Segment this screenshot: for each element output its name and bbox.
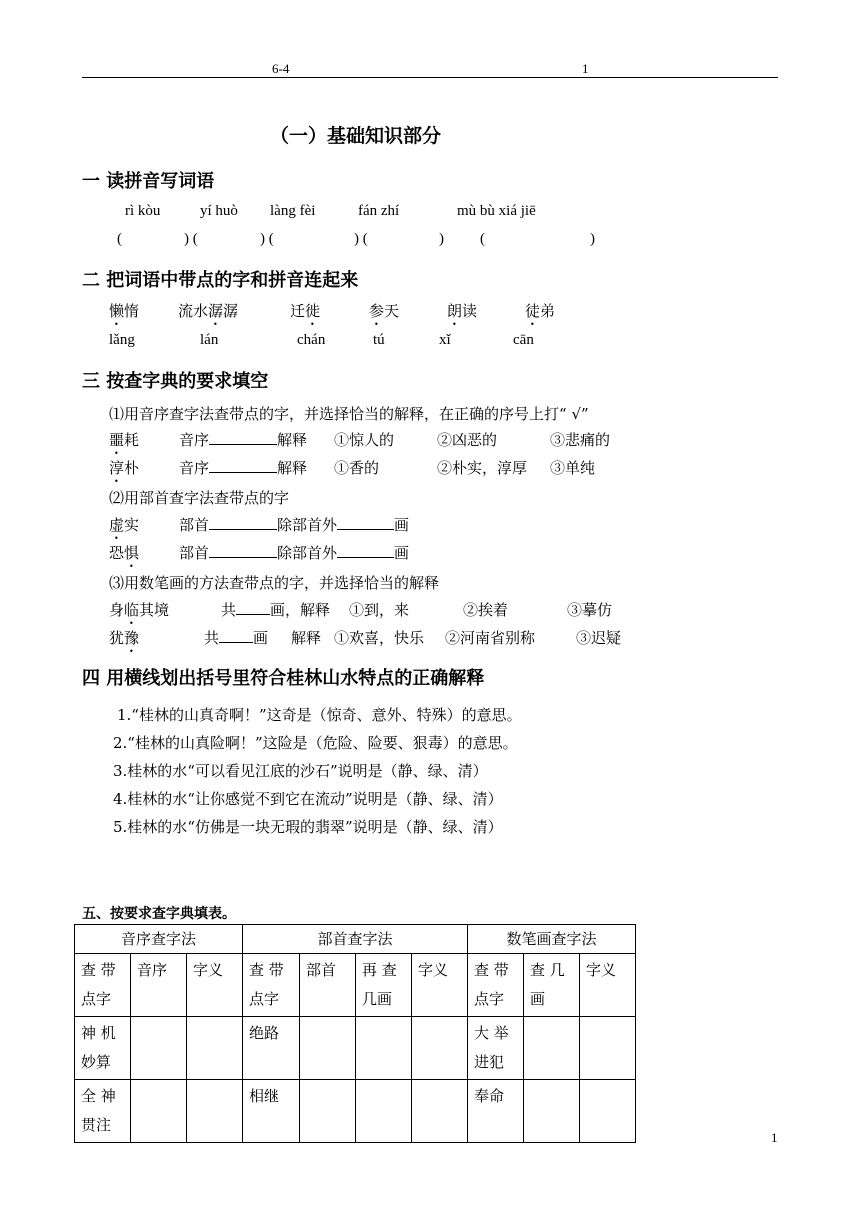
answer-blank[interactable] [337, 515, 394, 530]
match-pinyin-6: cān [513, 332, 534, 348]
bracket-close-5: ) [590, 231, 595, 247]
column-header: 音序 [131, 954, 187, 1017]
table-cell-input[interactable] [131, 1080, 187, 1143]
column-header: 查 几 画 [524, 954, 580, 1017]
q3-row-2-opt-2[interactable]: ②河南省别称 [445, 629, 536, 647]
table-cell-input[interactable] [187, 1017, 243, 1080]
bracket-open-5: ( [480, 231, 485, 247]
s4-item-5: 5.桂林的水“仿佛是一块无瑕的翡翠”说明是（静、绿、清） [113, 818, 503, 836]
pinyin-1: rì kòu [125, 203, 161, 219]
section-3-heading: 三 按查字典的要求填空 [82, 371, 269, 392]
table-cell-input[interactable] [356, 1080, 412, 1143]
table-row [75, 1080, 636, 1143]
q3-row-1-opt-3[interactable]: ③摹仿 [567, 601, 613, 619]
match-pinyin-2: lán [200, 332, 219, 348]
q3-row-1-fill: 共 画，解释 [221, 601, 331, 619]
q2-instruction: ⑵用部首查字法查带点的字 [109, 489, 290, 507]
q2-row-1: 虚实 [109, 516, 140, 534]
s4-item-3: 3.桂林的水“可以看见江底的沙石”说明是（静、绿、清） [113, 762, 488, 780]
q3-instruction: ⑶用数笔画的方法查带点的字，并选择恰当的解释 [109, 574, 440, 592]
word-3: 迁徙 [290, 302, 321, 320]
header-rule [82, 77, 778, 78]
column-header: 查 带 点字 [243, 954, 300, 1017]
answer-blank[interactable] [209, 543, 277, 558]
q1-row-2-opt-1[interactable]: ①香的 [334, 459, 380, 477]
header-left: 6-4 [272, 61, 290, 76]
q3-row-2-opt-3[interactable]: ③迟疑 [576, 629, 622, 647]
column-header: 字义 [580, 954, 636, 1017]
table-header-row [75, 954, 636, 1017]
table-cell: 大 举 进犯 [468, 1017, 524, 1080]
word-2: 流水潺潺 [178, 302, 239, 320]
dictionary-table [74, 924, 636, 1143]
column-header: 部首 [300, 954, 356, 1017]
bracket-2: ) ( [184, 231, 198, 247]
word-4: 参天 [369, 302, 400, 320]
table-cell-input[interactable] [580, 1080, 636, 1143]
column-header: 字义 [187, 954, 243, 1017]
word-6: 徒弟 [525, 302, 556, 320]
page-title: （一）基础知识部分 [270, 125, 442, 147]
q3-row-2-fill: 共 画 [204, 629, 269, 647]
answer-blank[interactable] [209, 458, 277, 473]
pinyin-5: mù bù xiá jiē [457, 203, 536, 219]
table-cell: 奉命 [468, 1080, 524, 1143]
table-group-row [75, 925, 636, 954]
column-header: 查 带 点字 [468, 954, 524, 1017]
q2-row-1-fill: 部首 除部首外 画 [179, 516, 410, 534]
header-right: 1 [582, 61, 589, 76]
table-cell-input[interactable] [524, 1080, 580, 1143]
column-header: 查 带 点字 [75, 954, 131, 1017]
table-cell-input[interactable] [356, 1017, 412, 1080]
q3-row-2-exp: 解释 [291, 629, 322, 647]
table-cell-input[interactable] [187, 1080, 243, 1143]
answer-blank[interactable] [236, 600, 270, 615]
match-pinyin-5: xǐ [439, 332, 451, 348]
group-header: 部首查字法 [243, 925, 468, 954]
table-cell-input[interactable] [412, 1017, 468, 1080]
table-cell: 神 机 妙算 [75, 1017, 131, 1080]
bracket-close-4: ) [439, 231, 444, 247]
q3-row-1: 身临其境 [109, 601, 170, 619]
pinyin-3: làng fèi [270, 203, 316, 219]
table-cell-input[interactable] [300, 1080, 356, 1143]
page-number: 1 [771, 1130, 778, 1145]
q1-row-1-fill: 音序 解释 [179, 431, 308, 449]
q2-row-2: 恐惧 [109, 544, 140, 562]
table-cell: 绝路 [243, 1017, 300, 1080]
q1-row-1-opt-1[interactable]: ①惊人的 [334, 431, 395, 449]
answer-blank[interactable] [209, 515, 277, 530]
pinyin-4: fán zhí [358, 203, 400, 219]
match-pinyin-1: lǎng [109, 332, 135, 348]
group-header: 数笔画查字法 [468, 925, 636, 954]
pinyin-2: yí huò [200, 203, 238, 219]
q1-row-1-opt-2[interactable]: ②凶恶的 [437, 431, 498, 449]
group-header: 音序查字法 [75, 925, 243, 954]
q3-row-1-opt-1[interactable]: ①到，来 [349, 601, 410, 619]
section-4-heading: 四 用横线划出括号里符合桂林山水特点的正确解释 [82, 668, 485, 689]
q1-row-2-opt-3[interactable]: ③单纯 [550, 459, 596, 477]
q1-row-2: 淳朴 [109, 459, 140, 477]
word-1: 懒惰 [109, 302, 140, 320]
answer-blank[interactable] [219, 628, 253, 643]
q1-row-2-fill: 音序 解释 [179, 459, 308, 477]
bracket-open-1: ( [117, 231, 122, 247]
answer-blank[interactable] [209, 430, 277, 445]
q3-row-2: 犹豫 [109, 629, 140, 647]
column-header: 字义 [412, 954, 468, 1017]
q3-row-1-opt-2[interactable]: ②挨着 [463, 601, 509, 619]
table-row [75, 1017, 636, 1080]
section-5-heading: 五、按要求查字典填表。 [82, 906, 236, 922]
q1-row-1-opt-3[interactable]: ③悲痛的 [550, 431, 611, 449]
s4-item-2: 2.“桂林的山真险啊！”这险是（危险、险要、狠毒）的意思。 [113, 734, 518, 752]
bracket-4: ) ( [354, 231, 368, 247]
table-cell-input[interactable] [580, 1017, 636, 1080]
q2-row-2-fill: 部首 除部首外 画 [179, 544, 410, 562]
column-header: 再 查 几画 [356, 954, 412, 1017]
match-pinyin-4: tú [373, 332, 385, 348]
section-2-heading: 二 把词语中带点的字和拼音连起来 [82, 270, 359, 291]
word-5: 朗读 [447, 302, 478, 320]
table-cell: 全 神 贯注 [75, 1080, 131, 1143]
match-pinyin-3: chán [297, 332, 326, 348]
table-cell-input[interactable] [524, 1017, 580, 1080]
table-cell: 相继 [243, 1080, 300, 1143]
table-cell-input[interactable] [300, 1017, 356, 1080]
answer-blank[interactable] [337, 543, 394, 558]
s4-item-1: 1.“桂林的山真奇啊！”这奇是（惊奇、意外、特殊）的意思。 [117, 706, 522, 724]
s4-item-4: 4.桂林的水“让你感觉不到它在流动”说明是（静、绿、清） [113, 790, 503, 808]
q1-row-2-opt-2[interactable]: ②朴实，淳厚 [437, 459, 528, 477]
q1-row-1: 噩耗 [109, 431, 140, 449]
q3-row-2-opt-1[interactable]: ①欢喜，快乐 [334, 629, 425, 647]
bracket-3: ) ( [260, 231, 274, 247]
section-1-heading: 一 读拼音写词语 [82, 171, 215, 192]
table-cell-input[interactable] [412, 1080, 468, 1143]
q1-instruction: ⑴用音序查字法查带点的字，并选择恰当的解释，在正确的序号上打“ √” [109, 405, 589, 423]
table-cell-input[interactable] [131, 1017, 187, 1080]
